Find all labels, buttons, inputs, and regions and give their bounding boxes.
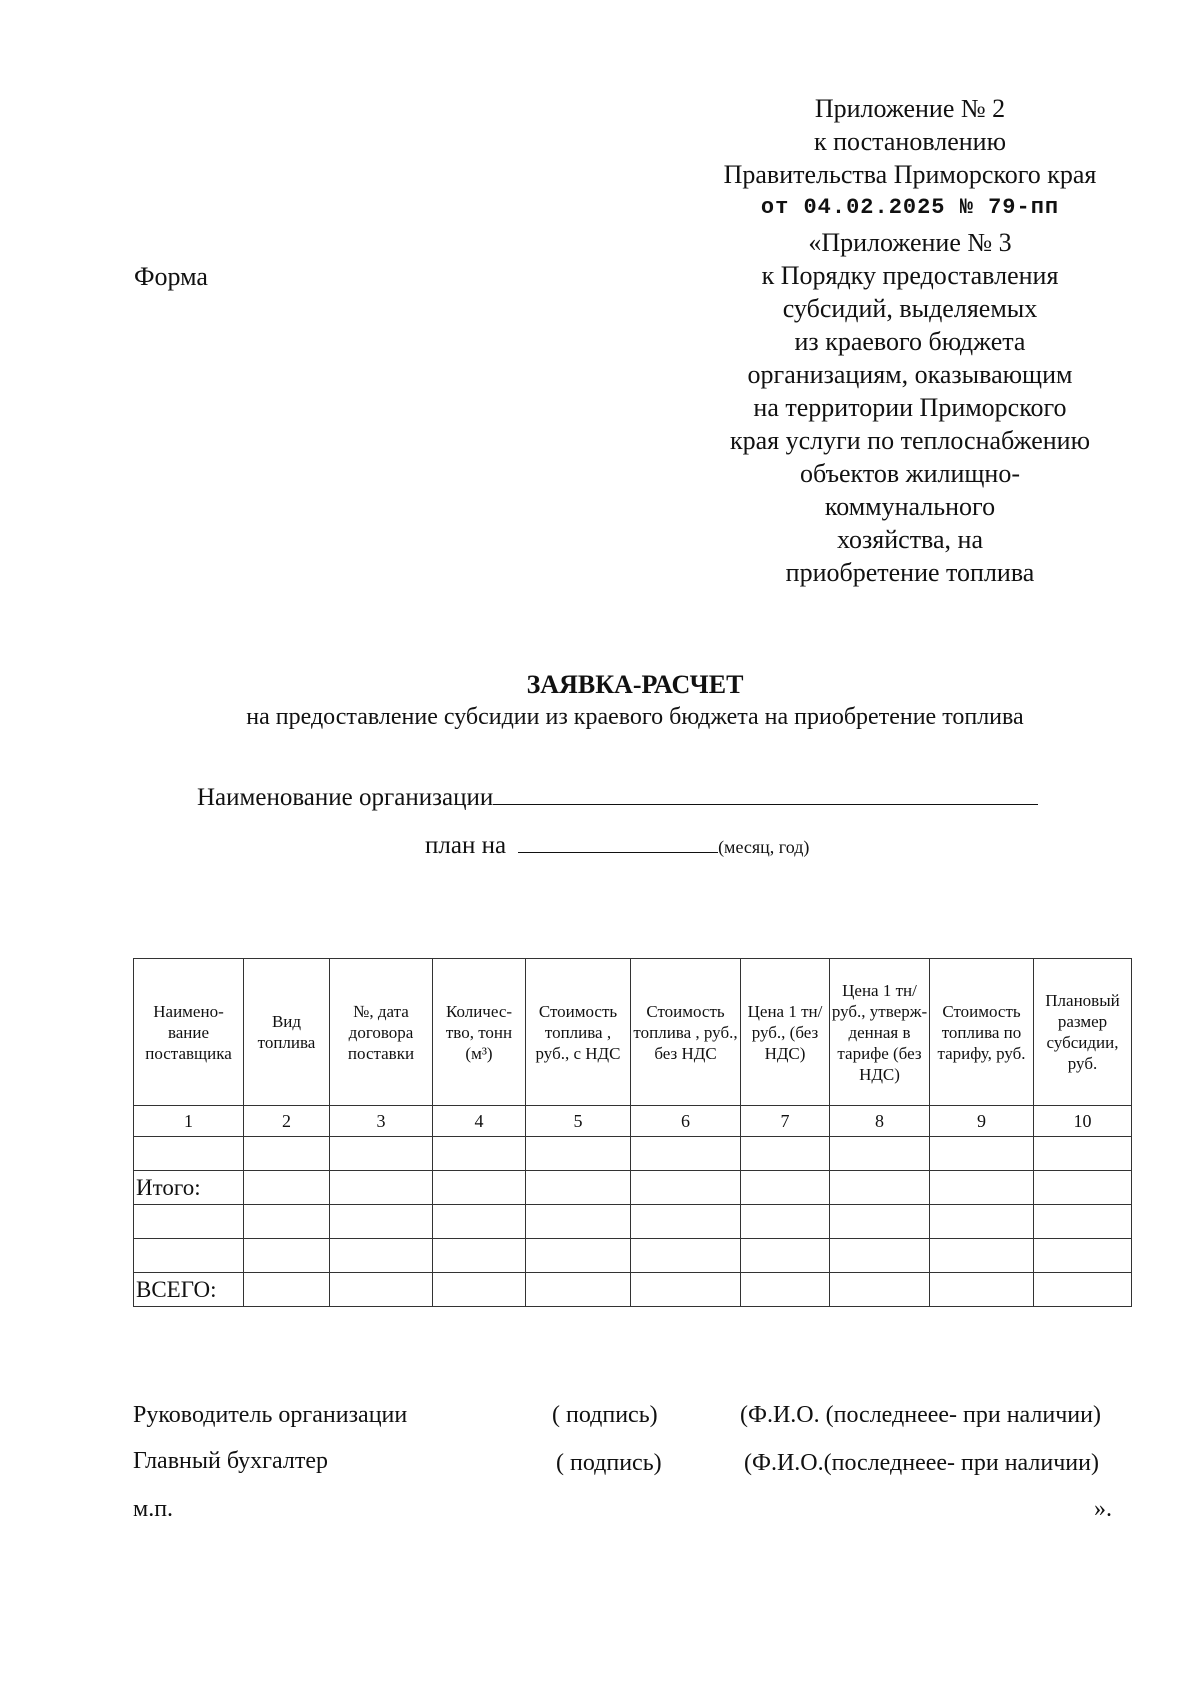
accountant-label: Главный бухгалтер <box>133 1448 328 1474</box>
table-cell[interactable] <box>741 1171 830 1205</box>
table-cell[interactable] <box>330 1273 433 1307</box>
nested-line: на территории Приморского <box>753 393 1067 422</box>
appendix-government: Правительства Приморского края <box>723 160 1097 189</box>
nested-line: приобретение топлива <box>785 558 1035 587</box>
grand-total-label: ВСЕГО: <box>134 1273 244 1307</box>
table-cell[interactable] <box>1034 1205 1132 1239</box>
table-cell[interactable] <box>244 1137 330 1171</box>
column-header: Вид топлива <box>244 959 330 1106</box>
document-title: ЗАЯВКА-РАСЧЕТ <box>526 670 744 699</box>
document-subtitle: на предоставление субсидии из краевого бюджета на приобретение топлива <box>246 704 1024 730</box>
table-cell[interactable] <box>631 1171 741 1205</box>
table-cell[interactable] <box>433 1171 526 1205</box>
table-cell[interactable] <box>433 1273 526 1307</box>
table-cell[interactable] <box>631 1273 741 1307</box>
column-header: Количес-тво, тонн (м³) <box>433 959 526 1106</box>
head-signature-field[interactable]: ( подпись) <box>552 1402 658 1428</box>
column-number: 8 <box>830 1106 930 1137</box>
table-cell[interactable] <box>244 1239 330 1273</box>
calculation-table <box>133 958 1132 1307</box>
column-number: 10 <box>1034 1106 1132 1137</box>
nested-line: края услуги по теплоснабжению <box>729 426 1091 455</box>
table-cell[interactable] <box>1034 1137 1132 1171</box>
column-header: №, дата договора поставки <box>330 959 433 1106</box>
table-cell[interactable] <box>830 1171 930 1205</box>
column-number: 4 <box>433 1106 526 1137</box>
organization-label: Наименование организации <box>197 784 494 811</box>
form-label: Форма <box>134 262 208 291</box>
row-label <box>134 1205 244 1239</box>
table-cell[interactable] <box>930 1239 1034 1273</box>
table-cell[interactable] <box>1034 1171 1132 1205</box>
column-number: 6 <box>631 1106 741 1137</box>
table-cell[interactable] <box>433 1205 526 1239</box>
column-number: 7 <box>741 1106 830 1137</box>
table-cell[interactable] <box>244 1205 330 1239</box>
nested-line: организациям, оказывающим <box>747 360 1073 389</box>
column-header: Наимено-вание поставщика <box>134 959 244 1106</box>
appendix-header <box>680 92 1140 224</box>
column-number: 5 <box>526 1106 631 1137</box>
table-cell[interactable] <box>526 1171 631 1205</box>
nested-appendix <box>680 226 1140 589</box>
head-label: Руководитель организации <box>133 1402 408 1428</box>
table-row <box>134 1137 1132 1171</box>
row-label <box>134 1239 244 1273</box>
accountant-signature-field[interactable]: ( подпись) <box>556 1450 662 1476</box>
table-row <box>134 1205 1132 1239</box>
table-cell[interactable] <box>433 1239 526 1273</box>
table-cell[interactable] <box>526 1205 631 1239</box>
table-cell[interactable] <box>526 1273 631 1307</box>
column-header: Плановый размер субсидии, руб. <box>1034 959 1132 1106</box>
table-cell[interactable] <box>830 1273 930 1307</box>
table-cell[interactable] <box>1034 1273 1132 1307</box>
nested-line: из краевого бюджета <box>794 327 1026 356</box>
table-cell[interactable] <box>930 1205 1034 1239</box>
column-number-row <box>134 1106 1132 1137</box>
table-cell[interactable] <box>330 1239 433 1273</box>
table-cell[interactable] <box>741 1273 830 1307</box>
table-cell[interactable] <box>433 1137 526 1171</box>
table-cell[interactable] <box>330 1137 433 1171</box>
table-cell[interactable] <box>930 1171 1034 1205</box>
table-cell[interactable] <box>930 1273 1034 1307</box>
table-cell[interactable] <box>830 1205 930 1239</box>
table-cell[interactable] <box>631 1205 741 1239</box>
table-cell[interactable] <box>526 1239 631 1273</box>
table-cell[interactable] <box>830 1239 930 1273</box>
organization-name-field[interactable] <box>493 780 1038 805</box>
plan-hint: (месяц, год) <box>718 837 810 857</box>
column-header: Стоимость топлива по тарифу, руб. <box>930 959 1034 1106</box>
column-number: 2 <box>244 1106 330 1137</box>
nested-line: «Приложение № 3 <box>808 228 1012 257</box>
column-header: Стоимость топлива , руб., с НДС <box>526 959 631 1106</box>
table-cell[interactable] <box>741 1205 830 1239</box>
subtotal-row <box>134 1171 1132 1205</box>
table-cell[interactable] <box>830 1137 930 1171</box>
accountant-name-field[interactable]: (Ф.И.О.(последнеее- при наличии) <box>744 1450 1099 1476</box>
table-cell[interactable] <box>526 1137 631 1171</box>
table-cell[interactable] <box>1034 1239 1132 1273</box>
table-cell[interactable] <box>631 1137 741 1171</box>
table-cell[interactable] <box>741 1137 830 1171</box>
column-number: 9 <box>930 1106 1034 1137</box>
head-name-field[interactable]: (Ф.И.О. (последнеее- при наличии) <box>740 1402 1101 1428</box>
column-header: Цена 1 тн/руб., утверж-денная в тарифе (без НДС) <box>830 959 930 1106</box>
table-header-row <box>134 959 1132 1106</box>
table-cell[interactable] <box>930 1137 1034 1171</box>
plan-period-field[interactable] <box>518 828 718 853</box>
decree-reference: от 04.02.2025 № 79-пп <box>760 195 1060 220</box>
appendix-number: Приложение № 2 <box>814 94 1006 123</box>
nested-line: субсидий, выделяемых <box>782 294 1038 323</box>
column-header: Цена 1 тн/руб., (без НДС) <box>741 959 830 1106</box>
nested-line: хозяйства, на <box>837 525 983 554</box>
table-cell[interactable] <box>244 1273 330 1307</box>
column-header: Стоимость топлива , руб., без НДС <box>631 959 741 1106</box>
grand-total-row <box>134 1273 1132 1307</box>
table-cell[interactable] <box>244 1171 330 1205</box>
table-cell[interactable] <box>741 1239 830 1273</box>
organization-name-line <box>197 780 1038 812</box>
row-label <box>134 1137 244 1171</box>
stamp-place: м.п. <box>133 1496 174 1522</box>
table-cell[interactable] <box>330 1205 433 1239</box>
nested-line: к Порядку предоставления <box>761 261 1059 290</box>
plan-label: план на <box>425 832 507 859</box>
table-cell[interactable] <box>631 1239 741 1273</box>
closing-quote: ». <box>1094 1496 1112 1522</box>
table-row <box>134 1239 1132 1273</box>
column-number: 3 <box>330 1106 433 1137</box>
table-cell[interactable] <box>330 1171 433 1205</box>
column-number: 1 <box>134 1106 244 1137</box>
appendix-to-decree: к постановлению <box>813 127 1007 156</box>
nested-line: объектов жилищно- <box>799 459 1020 488</box>
plan-period-line <box>425 828 809 860</box>
subtotal-label: Итого: <box>134 1171 244 1205</box>
nested-line: коммунального <box>824 492 996 521</box>
